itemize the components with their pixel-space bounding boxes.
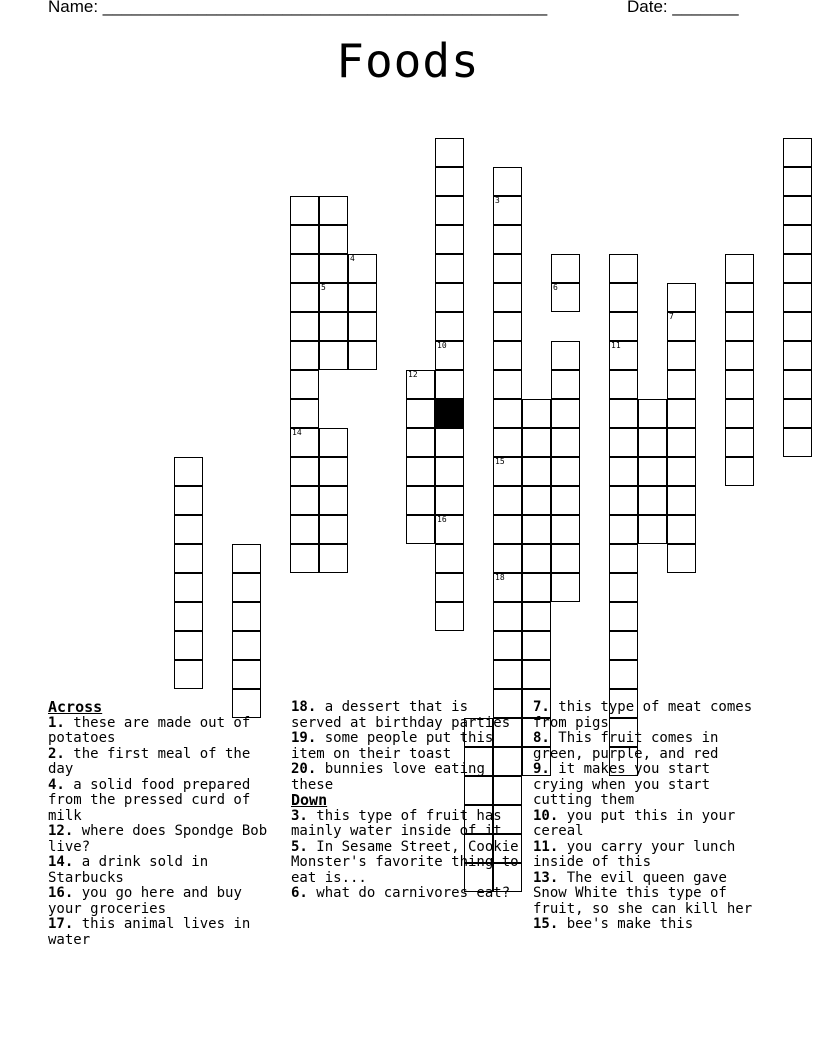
- answer-cell[interactable]: [493, 254, 522, 283]
- clue-item: [291, 700, 525, 731]
- answer-cell[interactable]: [493, 602, 522, 631]
- answer-cell[interactable]: [493, 660, 522, 689]
- answer-cell[interactable]: [435, 602, 464, 631]
- clue-item-text: the first meal of the day: [48, 745, 251, 777]
- answer-cell[interactable]: [783, 254, 812, 283]
- clue-number: 10: [437, 341, 447, 350]
- clue-item-number: 4.: [48, 776, 65, 793]
- answer-cell[interactable]: [783, 428, 812, 457]
- clue-item-text: The evil queen gave Snow White this type of fruit, so she can kill her: [533, 869, 753, 917]
- clue-item-number: 3.: [291, 807, 308, 824]
- answer-cell[interactable]: [290, 196, 319, 225]
- answer-cell[interactable]: [667, 341, 696, 370]
- answer-cell[interactable]: [667, 428, 696, 457]
- clue-item-text: In Sesame Street, Cookie Monster's favorite thing to eat is...: [291, 838, 519, 886]
- clue-number: 14: [292, 428, 302, 437]
- answer-cell[interactable]: [174, 573, 203, 602]
- answer-cell[interactable]: [290, 515, 319, 544]
- answer-cell[interactable]: [551, 399, 580, 428]
- answer-cell[interactable]: [551, 370, 580, 399]
- clue-item: [533, 871, 759, 918]
- clue-item-number: 12.: [48, 823, 74, 839]
- answer-cell[interactable]: [174, 602, 203, 631]
- answer-cell[interactable]: [174, 457, 203, 486]
- clue-item-number: 6.: [291, 885, 308, 901]
- clue-item-number: 11.: [533, 838, 559, 855]
- clue-item-number: 20.: [291, 761, 317, 777]
- answer-cell[interactable]: [290, 428, 319, 457]
- answer-cell[interactable]: [290, 486, 319, 515]
- clues-column-2: [291, 700, 525, 902]
- clue-item: [533, 840, 759, 871]
- answer-cell[interactable]: [609, 254, 638, 283]
- answer-cell[interactable]: [435, 428, 464, 457]
- answer-cell[interactable]: [232, 660, 261, 689]
- clue-number: 11: [611, 341, 621, 350]
- clue-item: [48, 747, 274, 778]
- answer-cell[interactable]: [667, 486, 696, 515]
- clue-item-number: 15.: [533, 916, 559, 932]
- clue-item-text: a solid food prepared from the pressed curd of milk: [48, 776, 251, 824]
- clue-item-number: 17.: [48, 916, 74, 932]
- answer-cell[interactable]: [493, 515, 522, 544]
- clue-item-text: This fruit comes in green, purple, and red: [533, 730, 719, 762]
- answer-cell[interactable]: [609, 457, 638, 486]
- answer-cell[interactable]: [493, 573, 522, 602]
- answer-cell[interactable]: [493, 167, 522, 196]
- answer-cell[interactable]: [638, 486, 667, 515]
- answer-cell[interactable]: [522, 660, 551, 689]
- answer-cell[interactable]: [725, 312, 754, 341]
- clue-item-text: you put this in your cereal: [533, 807, 736, 839]
- answer-cell[interactable]: [435, 225, 464, 254]
- answer-cell[interactable]: [319, 486, 348, 515]
- answer-cell[interactable]: [319, 225, 348, 254]
- clue-item-text: this type of meat comes from pigs: [533, 699, 753, 731]
- clue-item-number: 10.: [533, 807, 559, 824]
- answer-cell[interactable]: [667, 312, 696, 341]
- clue-item: [48, 855, 274, 886]
- answer-cell[interactable]: [551, 283, 580, 312]
- clue-item: [48, 917, 274, 948]
- clue-item: [533, 809, 759, 840]
- answer-cell[interactable]: [290, 254, 319, 283]
- answer-cell[interactable]: [493, 631, 522, 660]
- answer-cell[interactable]: [783, 196, 812, 225]
- clue-item: [291, 840, 525, 887]
- answer-cell[interactable]: [232, 631, 261, 660]
- answer-cell[interactable]: [522, 602, 551, 631]
- answer-cell[interactable]: [319, 341, 348, 370]
- answer-cell[interactable]: [522, 428, 551, 457]
- answer-cell[interactable]: [725, 370, 754, 399]
- answer-cell[interactable]: [290, 283, 319, 312]
- answer-cell[interactable]: [406, 399, 435, 428]
- answer-cell[interactable]: [290, 399, 319, 428]
- answer-cell[interactable]: [319, 196, 348, 225]
- clue-item-number: 9.: [533, 761, 550, 777]
- answer-cell[interactable]: [638, 457, 667, 486]
- answer-cell[interactable]: [435, 341, 464, 370]
- answer-cell[interactable]: [551, 544, 580, 573]
- answer-cell[interactable]: [638, 399, 667, 428]
- answer-cell[interactable]: [609, 573, 638, 602]
- answer-cell[interactable]: [609, 660, 638, 689]
- answer-cell[interactable]: [725, 428, 754, 457]
- answer-cell[interactable]: [435, 370, 464, 399]
- answer-cell[interactable]: [609, 283, 638, 312]
- clue-number: 15: [495, 457, 505, 466]
- answer-cell[interactable]: [609, 428, 638, 457]
- answer-cell[interactable]: [667, 544, 696, 573]
- answer-cell[interactable]: [783, 370, 812, 399]
- answer-cell[interactable]: [783, 312, 812, 341]
- answer-cell[interactable]: [667, 515, 696, 544]
- answer-cell[interactable]: [319, 515, 348, 544]
- answer-cell[interactable]: [406, 457, 435, 486]
- answer-cell[interactable]: [348, 254, 377, 283]
- answer-cell[interactable]: [435, 486, 464, 515]
- answer-cell[interactable]: [783, 341, 812, 370]
- answer-cell[interactable]: [551, 428, 580, 457]
- answer-cell[interactable]: [551, 573, 580, 602]
- clue-number: 18: [495, 573, 505, 582]
- clue-item: [533, 917, 759, 933]
- answer-cell[interactable]: [551, 254, 580, 283]
- answer-cell[interactable]: [319, 428, 348, 457]
- clue-item-text: a dessert that is served at birthday parties: [291, 699, 511, 731]
- answer-cell[interactable]: [609, 312, 638, 341]
- answer-cell[interactable]: [174, 515, 203, 544]
- clue-item-number: 13.: [533, 869, 559, 886]
- answer-cell[interactable]: [290, 341, 319, 370]
- answer-cell[interactable]: [493, 428, 522, 457]
- answer-cell[interactable]: [493, 457, 522, 486]
- answer-cell[interactable]: [493, 399, 522, 428]
- clue-item: [48, 778, 274, 825]
- answer-cell[interactable]: [406, 428, 435, 457]
- answer-cell[interactable]: [319, 544, 348, 573]
- answer-cell[interactable]: [290, 312, 319, 341]
- answer-cell[interactable]: [435, 283, 464, 312]
- clue-item: [48, 824, 274, 855]
- clue-item-number: 16.: [48, 885, 74, 901]
- answer-cell[interactable]: [493, 544, 522, 573]
- clue-item-text: bee's make this: [558, 916, 694, 932]
- clue-item: [533, 731, 759, 762]
- answer-cell[interactable]: [319, 457, 348, 486]
- clue-item-text: these are made out of potatoes: [48, 714, 251, 746]
- clue-number: 16: [437, 515, 447, 524]
- clue-item-number: 2.: [48, 745, 65, 762]
- clue-item-number: 5.: [291, 838, 308, 855]
- clue-number: 3: [495, 196, 500, 205]
- answer-cell[interactable]: [319, 283, 348, 312]
- answer-cell[interactable]: [725, 341, 754, 370]
- answer-cell[interactable]: [667, 457, 696, 486]
- answer-cell[interactable]: [435, 138, 464, 167]
- section-heading-across: Across: [48, 698, 103, 716]
- answer-cell[interactable]: [638, 428, 667, 457]
- answer-cell[interactable]: [609, 399, 638, 428]
- clue-number: 4: [350, 254, 355, 263]
- answer-cell[interactable]: [435, 457, 464, 486]
- answer-cell[interactable]: [435, 544, 464, 573]
- answer-cell[interactable]: [174, 660, 203, 689]
- clue-item-text: you go here and buy your groceries: [48, 885, 242, 917]
- answer-cell[interactable]: [435, 167, 464, 196]
- answer-cell[interactable]: [551, 486, 580, 515]
- section-heading-down: Down: [291, 791, 328, 809]
- answer-cell[interactable]: [725, 457, 754, 486]
- answer-cell[interactable]: [522, 515, 551, 544]
- clue-item-number: 18.: [291, 699, 317, 715]
- answer-cell[interactable]: [783, 399, 812, 428]
- answer-cell[interactable]: [493, 370, 522, 399]
- clue-item-text: bunnies love eating these: [291, 761, 485, 793]
- clue-item-number: 8.: [533, 730, 550, 746]
- answer-cell[interactable]: [667, 283, 696, 312]
- answer-cell[interactable]: [609, 544, 638, 573]
- answer-cell[interactable]: [522, 457, 551, 486]
- answer-cell[interactable]: [435, 515, 464, 544]
- clue-number: 5: [321, 283, 326, 292]
- answer-cell[interactable]: [348, 312, 377, 341]
- answer-cell[interactable]: [609, 486, 638, 515]
- clue-number: 7: [669, 312, 674, 321]
- clue-item-text: what do carnivores eat?: [307, 885, 511, 901]
- answer-cell[interactable]: [348, 283, 377, 312]
- clue-number: 12: [408, 370, 418, 379]
- answer-cell[interactable]: [609, 341, 638, 370]
- clue-item-text: it makes you start crying when you start cutting them: [533, 761, 711, 808]
- clue-item: [291, 731, 525, 762]
- answer-cell[interactable]: [551, 457, 580, 486]
- answer-cell[interactable]: [783, 283, 812, 312]
- answer-cell[interactable]: [783, 225, 812, 254]
- clue-item: [533, 762, 759, 809]
- answer-cell[interactable]: [290, 544, 319, 573]
- answer-cell[interactable]: [435, 312, 464, 341]
- clue-item-text: this animal lives in water: [48, 916, 251, 948]
- clue-item-text: you carry your lunch inside of this: [533, 838, 736, 870]
- answer-cell[interactable]: [174, 631, 203, 660]
- clue-item: [291, 886, 525, 902]
- answer-cell[interactable]: [319, 312, 348, 341]
- answer-cell[interactable]: [493, 196, 522, 225]
- clue-item-text: some people put this item on their toast: [291, 730, 494, 762]
- answer-cell[interactable]: [290, 457, 319, 486]
- answer-cell[interactable]: [174, 486, 203, 515]
- clues-column-1: [48, 700, 274, 948]
- answer-cell[interactable]: [435, 573, 464, 602]
- answer-cell[interactable]: [348, 341, 377, 370]
- clue-item: [291, 762, 525, 793]
- answer-cell[interactable]: [551, 515, 580, 544]
- answer-cell[interactable]: [406, 370, 435, 399]
- answer-cell[interactable]: [435, 254, 464, 283]
- page-title: Foods: [336, 34, 480, 88]
- clue-item: [533, 700, 759, 731]
- answer-cell[interactable]: [609, 515, 638, 544]
- answer-cell[interactable]: [638, 515, 667, 544]
- clue-item-number: 7.: [533, 699, 550, 715]
- answer-cell[interactable]: [609, 602, 638, 631]
- answer-cell[interactable]: [493, 312, 522, 341]
- answer-cell[interactable]: [493, 486, 522, 515]
- clue-item-number: 19.: [291, 730, 317, 746]
- answer-cell[interactable]: [493, 225, 522, 254]
- clue-item-number: 1.: [48, 714, 65, 731]
- answer-cell[interactable]: [406, 515, 435, 544]
- answer-cell[interactable]: [551, 341, 580, 370]
- answer-cell[interactable]: [232, 573, 261, 602]
- answer-cell[interactable]: [435, 196, 464, 225]
- answer-cell[interactable]: [522, 631, 551, 660]
- answer-cell[interactable]: [667, 399, 696, 428]
- answer-cell[interactable]: [783, 167, 812, 196]
- answer-cell[interactable]: [783, 138, 812, 167]
- answer-cell[interactable]: [319, 254, 348, 283]
- answer-cell[interactable]: [290, 370, 319, 399]
- clue-item: [291, 809, 525, 840]
- answer-cell[interactable]: [522, 573, 551, 602]
- answer-cell[interactable]: [493, 341, 522, 370]
- answer-cell[interactable]: [406, 486, 435, 515]
- answer-cell[interactable]: [725, 254, 754, 283]
- answer-cell[interactable]: [725, 283, 754, 312]
- clue-item: [48, 716, 274, 747]
- clues-column-3: [533, 700, 759, 933]
- clue-item: [48, 886, 274, 917]
- answer-cell[interactable]: [174, 544, 203, 573]
- answer-cell[interactable]: [609, 370, 638, 399]
- answer-cell[interactable]: [232, 602, 261, 631]
- answer-cell[interactable]: [725, 399, 754, 428]
- clue-item-text: a drink sold in Starbucks: [48, 854, 209, 886]
- answer-cell[interactable]: [232, 544, 261, 573]
- answer-cell[interactable]: [522, 486, 551, 515]
- date-field-label: Date: _______: [627, 0, 739, 16]
- answer-cell[interactable]: [667, 370, 696, 399]
- clue-item-text: where does Spondge Bob live?: [48, 823, 268, 855]
- answer-cell[interactable]: [609, 631, 638, 660]
- clue-item-text: this type of fruit has mainly water inside of it: [291, 807, 502, 839]
- answer-cell[interactable]: [522, 544, 551, 573]
- name-field-label: Name: _______________________________________________: [48, 0, 548, 16]
- clue-number: 6: [553, 283, 558, 292]
- answer-cell[interactable]: [290, 225, 319, 254]
- answer-cell[interactable]: [493, 283, 522, 312]
- clue-item-number: 14.: [48, 854, 74, 870]
- block-cell: [435, 399, 464, 428]
- answer-cell[interactable]: [522, 399, 551, 428]
